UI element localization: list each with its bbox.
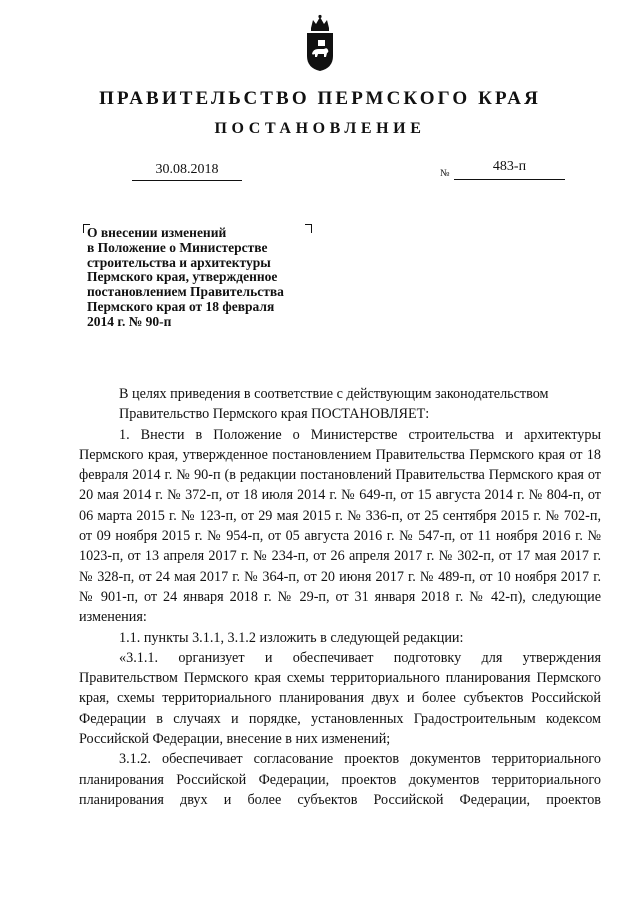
document-body [79, 384, 601, 810]
document-type: ПОСТАНОВЛЕНИЕ [214, 120, 426, 137]
document-number: 483-п [454, 159, 565, 180]
paragraph-1: 1. Внести в Положение о Министерстве строительства и архитектуры Пермского края, утвержденное постановлением Правительства Пермского края от 18 февраля 2014 г. № 90-п (в редакции постановлений Правительства Пермского края от 20 мая 2014 г. № 372-п, от 18 июля 2014 г. № 649-п, от 15 августа 2014 г. № 804-п, от 06 марта 2015 г. № 123-п, от 29 мая 2015 г. № 336-п, от 25 сентября 2015 г. № 702-п, от 09 ноября 2015 г. № 954-п, от 05 августа 2016 г. № 547-п, от 11 ноября 2016 г. № 1023-п, от 13 апреля 2017 г. № 234-п, от 26 апреля 2017 г. № 302-п, от 17 мая 2017 г. № 328-п, от 24 мая 2017 г. № 364-п, от 20 июня 2017 г. № 489-п, от 10 ноября 2017 г. № 901-п, от 24 января 2018 г. № 29-п, от 31 января 2018 г. № 42-п), следующие изменения: [79, 426, 601, 626]
preamble-line-2: Правительство Пермского края ПОСТАНОВЛЯЕТ: [119, 406, 430, 423]
subject-line: постановлением Правительства [87, 284, 284, 300]
document-date: 30.08.2018 [132, 160, 242, 181]
subject-line: Пермского края от 18 февраля [87, 298, 275, 314]
document-number-block [440, 160, 565, 180]
subject-line: Пермского края, утвержденное [87, 269, 278, 285]
paragraph-3-1-2: 3.1.2. обеспечивает согласование проектов документов территориального планирования Российской Федерации, проектов документов территориального планирования двух и более субъектов Российской Федерации, проектов [79, 751, 601, 808]
coat-of-arms-icon [304, 14, 336, 72]
paragraph-3-1-1: «3.1.1. организует и обеспечивает подготовку для утверждения Правительством Пермского края схемы территориального планирования Пермского края, схемы территориального планирования двух и более субъектов Российской Федерации в случаях и порядке, установленных Градостроительным кодексом Российской Федерации, внесение в них изменений; [79, 649, 601, 748]
subject-line: в Положение о Министерстве [87, 239, 268, 255]
paragraph-1-1: 1.1. пункты 3.1.1, 3.1.2 изложить в следующей редакции: [119, 629, 464, 646]
number-sign: № [440, 168, 450, 179]
document-subject [87, 226, 327, 330]
subject-line: 2014 г. № 90-п [87, 313, 172, 329]
subject-line: строительства и архитектуры [87, 254, 271, 270]
preamble-line-1: В целях приведения в соответствие с действующим законодательством [119, 386, 549, 402]
government-title: ПРАВИТЕЛЬСТВО ПЕРМСКОГО КРАЯ [99, 88, 541, 109]
subject-line: О внесении изменений [87, 225, 227, 240]
